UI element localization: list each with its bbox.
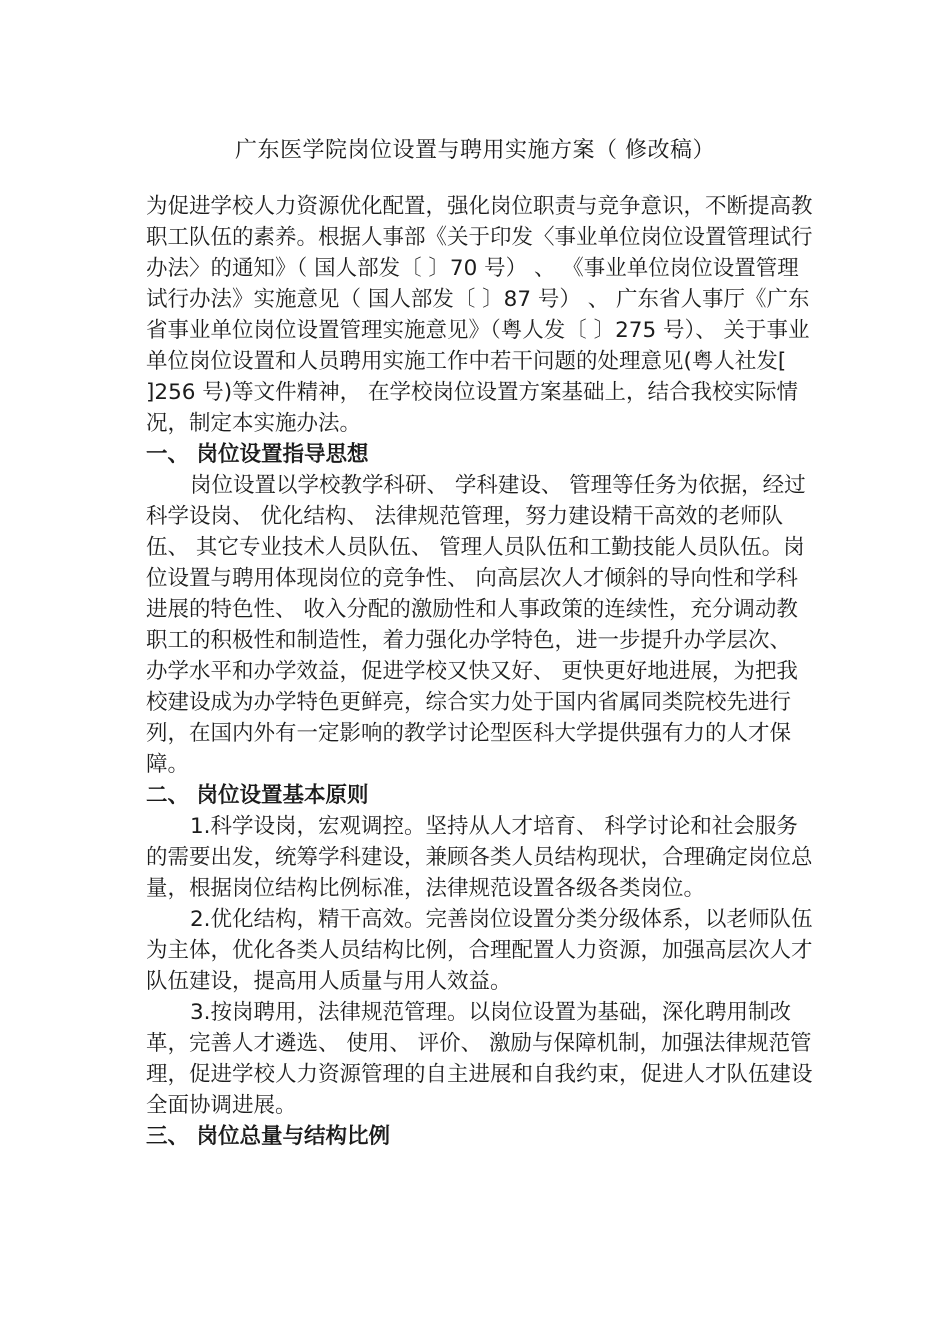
document-title: 广东医学院岗位设置与聘用实施方案（ 修改稿） xyxy=(235,138,715,163)
principle-item-2: 2.优化结构，精干高效。完善岗位设置分类分级体系，以老师队伍为主体，优化各类人员结构比例，合理配置人力资源，加强高层次人才队伍建设，提高用人质量与用人效益。 xyxy=(146,907,813,994)
document-body xyxy=(146,191,814,1152)
principle-item-3: 3.按岗聘用，法律规范管理。以岗位设置为基础，深化聘用制改革，完善人才遴选、 使用、 评价、 激励与保障机制，加强法律规范管理，促进学校人力资源管理的自主进展和自我约束，促进人才队伍建设全面协调进展。 xyxy=(146,1000,813,1118)
principle-item-1: 1.科学设岗，宏观调控。坚持从人才培育、 科学讨论和社会服务的需要出发，统筹学科建设，兼顾各类人员结构现状，合理确定岗位总量，根据岗位结构比例标准，法律规范设置各级各类岗位。 xyxy=(146,814,813,901)
section-heading-guiding-principle: 一、 岗位设置指导思想 xyxy=(146,442,369,467)
section-paragraph-guiding-principle: 岗位设置以学校教学科研、 学科建设、 管理等任务为依据，经过科学设岗、 优化结构、 法律规范管理，努力建设精干高效的老师队伍、 其它专业技术人员队伍、 管理人员队伍和工勤技能人员队伍。岗位设置与聘用体现岗位的竞争性、 向高层次人才倾斜的导向性和学科进展的特色性、 收入分配的激励性和人事政策的连续性，充分调动教职工的积极性和制造性，着力强化办学特色，进一步提升办学层次、 办学水平和办学效益，促进学校又快又好、 更快更好地进展，为把我校建设成为办学特色更鲜亮，综合实力处于国内省属同类院校先进行列，在国内外有一定影响的教学讨论型医科大学提供强有力的人才保障。 xyxy=(146,473,806,777)
section-heading-total-and-ratio: 三、 岗位总量与结构比例 xyxy=(146,1124,390,1149)
section-heading-basic-principles: 二、 岗位设置基本原则 xyxy=(146,783,369,808)
intro-paragraph: 为促进学校人力资源优化配置，强化岗位职责与竞争意识，不断提高教职工队伍的素养。根据人事部《关于印发〈事业单位岗位设置管理试行办法〉的通知》（ 国人部发〔 〕70 号） 、 《事业单位岗位设置管理试行办法》实施意见（ 国人部发〔 〕87 号） 、 广东省人事厅《广东省事业单位岗位设置管理实施意见》（粤人发〔 〕275 号）、 关于事业单位岗位设置和人员聘用实施工作中若干问题的处理意见(粤人社发[ ]256 号)等文件精神， 在学校岗位设置方案基础上，结合我校实际情况，制定本实施办法。 xyxy=(146,194,813,436)
